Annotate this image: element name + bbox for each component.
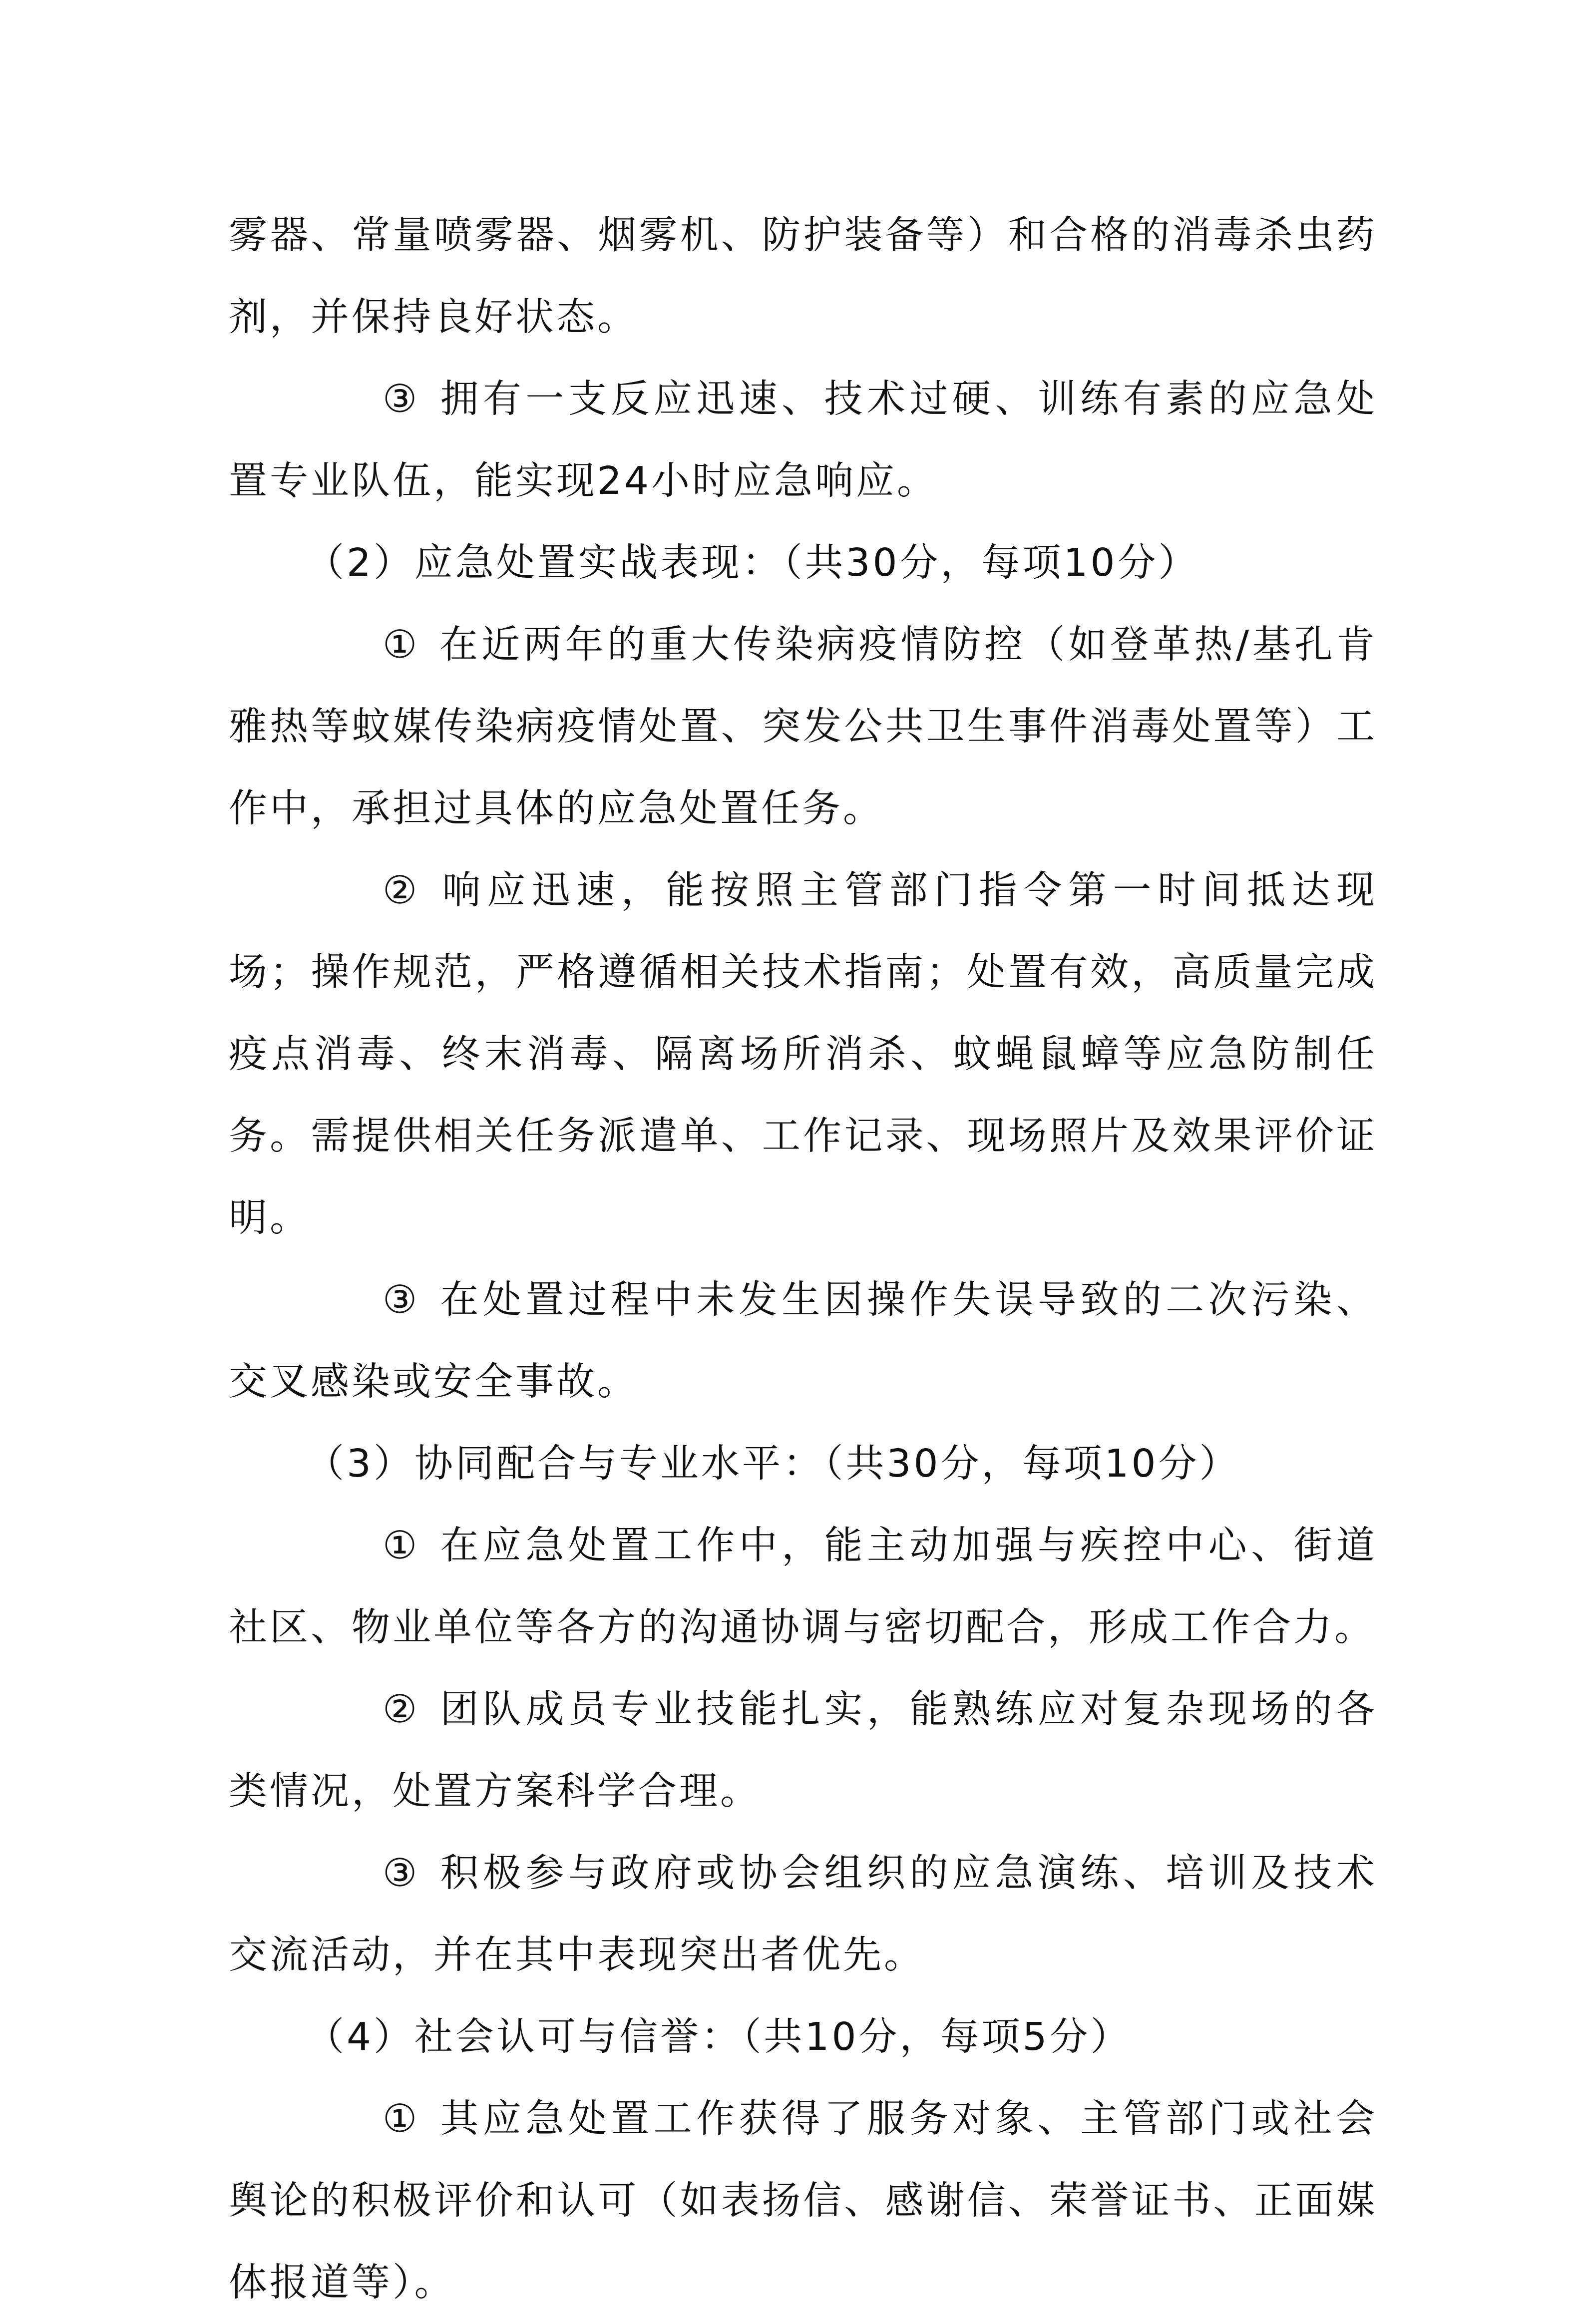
item-number: ① (383, 1524, 420, 1568)
paragraph-text: 其应急处置工作获得了服务对象、主管部门或社会舆论的积极评价和认可（如表扬信、感谢信、荣誉证书、正面媒体报道等）。 (229, 2097, 1377, 2305)
list-item (229, 1259, 1377, 1423)
paragraph-text: 在应急处置工作中，能主动加强与疾控中心、街道社区、物业单位等各方的沟通协调与密切配合，形成工作合力。 (229, 1524, 1377, 1650)
item-number: ③ (383, 1278, 420, 1322)
heading-text: （2）应急处置实战表现：（共30分，每项10分） (306, 541, 1199, 585)
section-heading (229, 522, 1377, 604)
paragraph-text: 响应迅速，能按照主管部门指令第一时间抵达现场；操作规范，严格遵循相关技术指南；处置有效，高质量完成疫点消毒、终末消毒、隔离场所消杀、蚊蝇鼠蟑等应急防制任务。需提供相关任务派遣单、工作记录、现场照片及效果评价证明。 (229, 868, 1377, 1240)
paragraph-text: 雾器、常量喷雾器、烟雾机、防护装备等）和合格的消毒杀虫药剂，并保持良好状态。 (229, 213, 1377, 340)
paragraph-text: 团队成员专业技能扎实，能熟练应对复杂现场的各类情况，处置方案科学合理。 (229, 1687, 1377, 1814)
section-heading (229, 1423, 1377, 1505)
document-body (229, 195, 1377, 2324)
heading-text: （4）社会认可与信誉：（共10分，每项5分） (306, 2015, 1132, 2059)
paragraph-continuation (229, 195, 1377, 359)
list-item (229, 359, 1377, 522)
item-number: ③ (383, 377, 420, 421)
list-item (229, 850, 1377, 1259)
list-item (229, 604, 1377, 850)
item-number: ① (383, 623, 420, 667)
item-number: ② (383, 868, 420, 913)
section-heading (229, 1996, 1377, 2078)
paragraph-text: 在处置过程中未发生因操作失误导致的二次污染、交叉感染或安全事故。 (229, 1278, 1377, 1404)
item-number: ② (383, 1687, 420, 1732)
paragraph-text: 积极参与政府或协会组织的应急演练、培训及技术交流活动，并在其中表现突出者优先。 (229, 1851, 1377, 1977)
list-item (229, 1669, 1377, 1833)
list-item (229, 1505, 1377, 1669)
paragraph-text: 在近两年的重大传染病疫情防控（如登革热/基孔肯雅热等蚊媒传染病疫情处置、突发公共卫生事件消毒处置等）工作中，承担过具体的应急处置任务。 (229, 623, 1377, 831)
paragraph-text: 拥有一支反应迅速、技术过硬、训练有素的应急处置专业队伍，能实现24小时应急响应。 (229, 377, 1377, 503)
list-item (229, 2078, 1377, 2324)
item-number: ③ (383, 1851, 420, 1896)
heading-text: （3）协同配合与专业水平：（共30分，每项10分） (306, 1442, 1240, 1486)
item-number: ① (383, 2097, 420, 2141)
list-item (229, 1833, 1377, 1996)
